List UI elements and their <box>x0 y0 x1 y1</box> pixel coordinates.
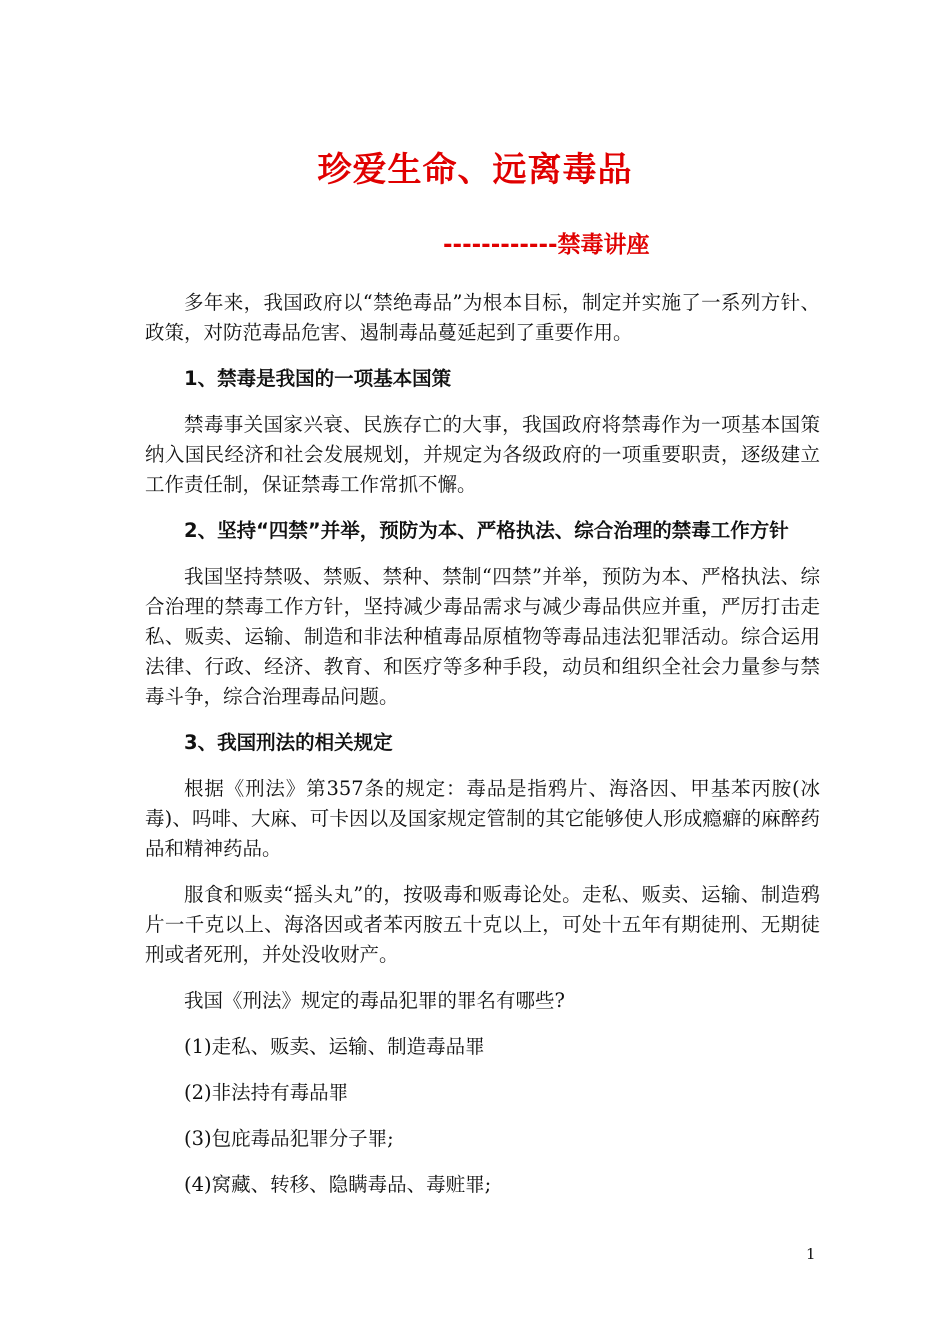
document-subtitle: ------------禁毒讲座 <box>443 232 650 258</box>
page-number: 1 <box>806 1245 816 1263</box>
section-1-paragraph: 禁毒事关国家兴衰、民族存亡的大事，我国政府将禁毒作为一项基本国策纳入国民经济和社会发展规划，并规定为各级政府的一项重要职责，逐级建立工作责任制，保证禁毒工作常抓不懈。 <box>145 413 820 496</box>
crime-list-item: (1)走私、贩卖、运输、制造毒品罪 <box>184 1035 485 1058</box>
section-heading-1: 1、禁毒是我国的一项基本国策 <box>184 367 452 390</box>
section-3-paragraph-question: 我国《刑法》规定的毒品犯罪的罪名有哪些? <box>184 989 565 1012</box>
crime-list-item: (2)非法持有毒品罪 <box>184 1081 349 1104</box>
section-3-paragraph-penalty: 服食和贩卖“摇头丸”的，按吸毒和贩毒论处。走私、贩卖、运输、制造鸦片一千克以上、海洛因或者苯丙胺五十克以上，可处十五年有期徒刑、无期徒刑或者死刑，并处没收财产。 <box>145 883 820 966</box>
document-title: 珍爱生命、远离毒品 <box>317 150 633 190</box>
section-heading-3: 3、我国刑法的相关规定 <box>184 731 393 754</box>
crime-list-item: (3)包庇毒品犯罪分子罪; <box>184 1127 394 1150</box>
section-heading-2: 2、坚持“四禁”并举，预防为本、严格执法、综合治理的禁毒工作方针 <box>184 519 789 542</box>
intro-paragraph: 多年来，我国政府以“禁绝毒品”为根本目标，制定并实施了一系列方针、政策，对防范毒品危害、遏制毒品蔓延起到了重要作用。 <box>145 291 820 344</box>
section-2-paragraph: 我国坚持禁吸、禁贩、禁种、禁制“四禁”并举，预防为本、严格执法、综合治理的禁毒工作方针，坚持减少毒品需求与减少毒品供应并重，严厉打击走私、贩卖、运输、制造和非法种植毒品原植物等毒品违法犯罪活动。综合运用法律、行政、经济、教育、和医疗等多种手段，动员和组织全社会力量参与禁毒斗争，综合治理毒品问题。 <box>145 565 820 708</box>
section-3-paragraph-definition: 根据《刑法》第357条的规定：毒品是指鸦片、海洛因、甲基苯丙胺(冰毒)、吗啡、大麻、可卡因以及国家规定管制的其它能够使人形成瘾癖的麻醉药品和精神药品。 <box>145 777 820 860</box>
crime-list-item: (4)窝藏、转移、隐瞒毒品、毒赃罪; <box>184 1173 492 1196</box>
document-body <box>145 288 820 1216</box>
